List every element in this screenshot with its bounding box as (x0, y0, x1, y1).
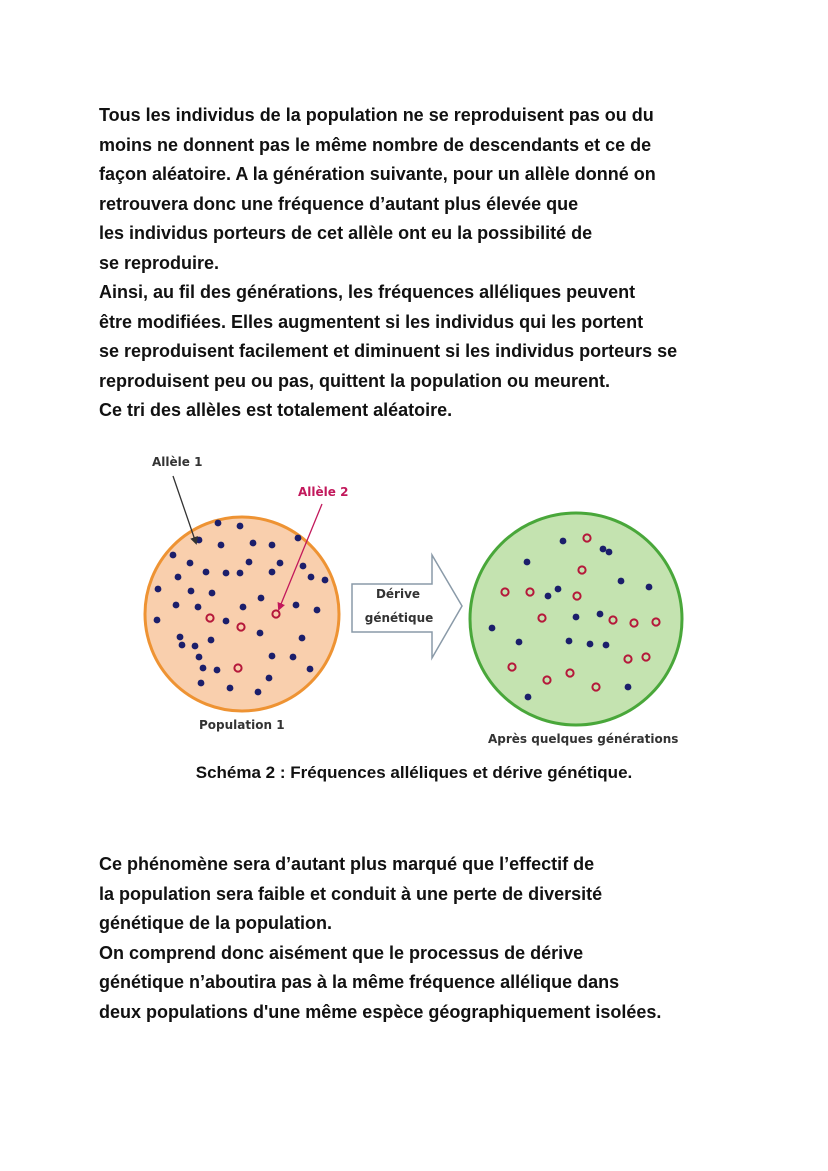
allele-1-dot (555, 586, 562, 593)
text-line: être modifiées. Elles augmentent si les individus qui les portent (99, 311, 644, 332)
allele-1-dot (269, 569, 276, 576)
allele-2-label: Allèle 2 (298, 485, 349, 499)
allele-1-dot (524, 559, 531, 566)
text-line: Tous les individus de la population ne se reproduisent pas ou du (99, 105, 654, 125)
allele-1-dot (218, 542, 225, 549)
allele-1-dot (173, 602, 180, 609)
population-1-circle (145, 517, 339, 711)
allele-1-dot (322, 577, 329, 584)
allele-1-dot (209, 590, 216, 597)
allele-1-dot (246, 559, 253, 566)
allele-1-dot (606, 549, 613, 556)
paragraph-conclusion (99, 850, 661, 1027)
allele-1-dot (214, 667, 221, 674)
allele-1-dot (269, 542, 276, 549)
allele-1-dot (187, 560, 194, 567)
allele-1-dot (196, 537, 203, 544)
allele-1-dot (300, 563, 307, 570)
allele-1-dot (155, 586, 162, 593)
text-line: façon aléatoire. A la génération suivante, pour un allèle donné on (99, 164, 656, 184)
allele-1-dot (215, 520, 222, 527)
allele-1-dot (198, 680, 205, 687)
text-line: retrouvera donc une fréquence d’autant plus élevée que (99, 193, 579, 214)
text-line: deux populations d'une même espèce géographiquement isolées. (99, 1001, 662, 1022)
allele-1-dot (170, 552, 177, 559)
allele-1-dot (277, 560, 284, 567)
allele-1-dot (255, 689, 262, 696)
allele-1-dot (154, 617, 161, 624)
allele-1-dot (625, 684, 632, 691)
allele-1-dot (175, 574, 182, 581)
allele-1-dot (618, 578, 625, 585)
allele-1-dot (223, 618, 230, 625)
allele-1-dot (200, 665, 207, 672)
allele-1-dot (223, 570, 230, 577)
allele-1-dot (257, 630, 264, 637)
allele-1-dot (587, 641, 594, 648)
text-line: moins ne donnent pas le même nombre de descendants et ce de (99, 134, 652, 155)
allele-1-dot (266, 675, 273, 682)
allele-1-dot (646, 584, 653, 591)
paragraph-intro (99, 101, 677, 426)
allele-1-dot (603, 642, 610, 649)
allele-1-dot (560, 538, 567, 545)
text-line: se reproduisent facilement et diminuent si les individus porteurs se (99, 341, 678, 361)
allele-1-dot (525, 694, 532, 701)
allele-1-dot (203, 569, 210, 576)
text-line: se reproduire. (99, 252, 220, 273)
allele-1-dot (195, 604, 202, 611)
allele-1-dot (269, 653, 276, 660)
text-line: reproduisent peu ou pas, quittent la population ou meurent. (99, 370, 611, 391)
allele-1-dot (237, 523, 244, 530)
text-line: On comprend donc aisément que le processus de dérive (99, 942, 584, 963)
population-2-label: Après quelques générations (488, 732, 679, 746)
allele-1-dot (290, 654, 297, 661)
text-line: Ce phénomène sera d’autant plus marqué que l’effectif de (99, 854, 595, 874)
arrow-label-line1: Dérive (375, 587, 421, 601)
allele-1-dot (566, 638, 573, 645)
allele-1-dot (258, 595, 265, 602)
allele-1-dot (489, 625, 496, 632)
allele-1-dot (516, 639, 523, 646)
allele-1-dot (597, 611, 604, 618)
drift-arrow-icon (352, 555, 462, 658)
allele-1-dot (227, 685, 234, 692)
text-line: la population sera faible et conduit à une perte de diversité (99, 883, 603, 904)
allele-1-dot (295, 535, 302, 542)
arrow-label-line2: génétique (364, 611, 434, 625)
allele-1-dot (600, 546, 607, 553)
allele-1-dot (192, 643, 199, 650)
text-line: Ce tri des allèles est totalement aléatoire. (99, 400, 453, 420)
genetic-drift-diagram (0, 440, 828, 760)
allele-1-pointer (173, 476, 196, 543)
allele-1-dot (237, 570, 244, 577)
text-line: Ainsi, au fil des générations, les fréquences alléliques peuvent (99, 282, 636, 302)
allele-1-label: Allèle 1 (152, 455, 203, 469)
allele-1-dot (545, 593, 552, 600)
text-line: génétique de la population. (99, 913, 333, 933)
allele-1-dot (188, 588, 195, 595)
allele-1-dot (208, 637, 215, 644)
text-line: les individus porteurs de cet allèle ont eu la possibilité de (99, 223, 593, 243)
text-line: génétique n’aboutira pas à la même fréquence allélique dans (99, 972, 620, 992)
allele-1-dot (250, 540, 257, 547)
allele-1-dot (307, 666, 314, 673)
allele-1-dot (308, 574, 315, 581)
allele-1-dot (240, 604, 247, 611)
allele-1-dot (293, 602, 300, 609)
allele-1-dot (314, 607, 321, 614)
figure-caption: Schéma 2 : Fréquences alléliques et dérive génétique. (195, 763, 633, 782)
population-1-label: Population 1 (199, 718, 285, 732)
allele-1-dot (196, 654, 203, 661)
allele-1-dot (573, 614, 580, 621)
allele-1-dot (177, 634, 184, 641)
allele-1-dot (179, 642, 186, 649)
allele-1-dot (299, 635, 306, 642)
